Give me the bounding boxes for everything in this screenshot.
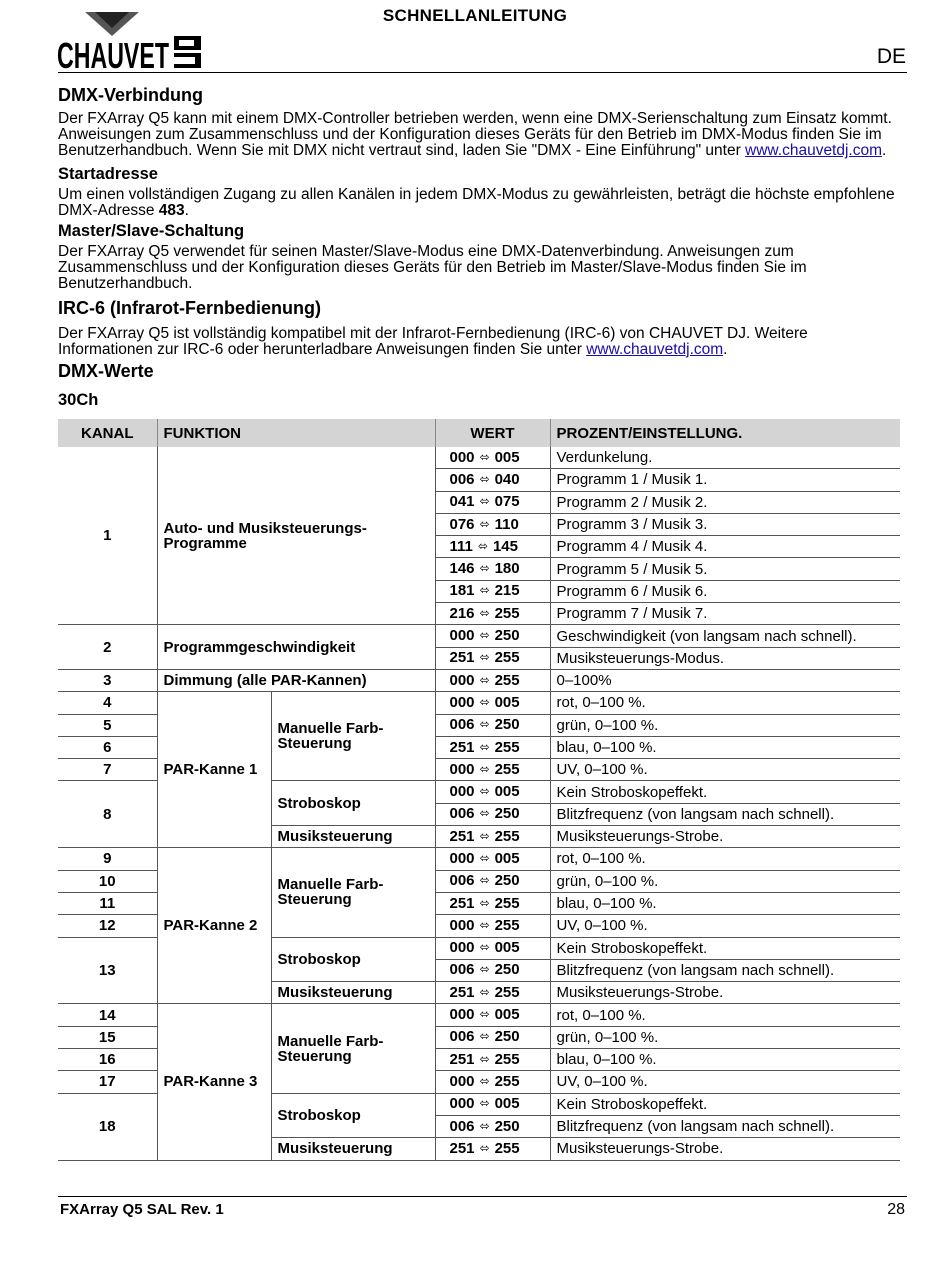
value-range xyxy=(435,848,550,870)
chauvet-dj-logo xyxy=(57,10,203,76)
setting: grün, 0–100 %. xyxy=(550,1026,900,1048)
text-span: Um einen vollständigen Zugang zu allen Kanälen in jedem DMX-Modus zu gewährleisten, beträgt die höchste empfohlene DMX-Adresse xyxy=(58,185,895,219)
header-kanal: KANAL xyxy=(58,419,157,447)
value-range xyxy=(435,536,550,558)
channel-number: 18 xyxy=(58,1093,157,1160)
header-divider xyxy=(58,72,907,73)
range-from: 181 xyxy=(449,582,475,600)
value-range xyxy=(435,736,550,758)
range-from: 041 xyxy=(449,493,475,511)
range-to: 250 xyxy=(494,716,520,734)
table-header-row xyxy=(58,419,900,447)
text-span: Der FXArray Q5 kann mit einem DMX-Controller betrieben werden, wenn eine DMX-Serienschaltung zum Einsatz kommt. Anweisungen zum Zusammenschluss und der Konfiguration dieses Geräts für den Betrieb im DMX-Modus finden Sie im Benutzerhandbuch. Wenn Sie mit DMX nicht vertraut sind, laden Sie "DMX - Eine Einführung" unter xyxy=(58,110,892,160)
range-from: 000 xyxy=(449,627,475,645)
range-from: 000 xyxy=(449,448,475,466)
value-range xyxy=(435,491,550,513)
value-range xyxy=(435,870,550,892)
range-from: 000 xyxy=(449,1006,475,1024)
range-to: 255 xyxy=(494,1072,520,1090)
range-arrow-icon: ⬄ xyxy=(479,850,490,865)
range-from: 006 xyxy=(449,470,475,488)
section-title: DMX-Verbindung xyxy=(58,85,203,105)
value-range xyxy=(435,781,550,803)
setting: Verdunkelung. xyxy=(550,447,900,469)
value-range xyxy=(435,714,550,736)
value-range xyxy=(435,959,550,981)
header-wert: WERT xyxy=(435,419,550,447)
sub-function: Stroboskop xyxy=(271,781,435,826)
range-from: 251 xyxy=(449,649,475,667)
value-range xyxy=(435,469,550,491)
range-from: 251 xyxy=(449,894,475,912)
table-row xyxy=(58,1004,900,1026)
setting: grün, 0–100 %. xyxy=(550,870,900,892)
content xyxy=(58,84,904,411)
section-text: Der FXArray Q5 verwendet für seinen Master/Slave-Modus eine DMX-Datenverbindung. Anweisungen zum Zusammenschluss und der Konfiguration dieses Geräts für den Betrieb im Master/Slave-Modus finden Sie im Benutzerhandbuch. xyxy=(58,243,807,293)
range-arrow-icon: ⬄ xyxy=(479,873,490,888)
channel-number: 10 xyxy=(58,870,157,892)
range-arrow-icon: ⬄ xyxy=(479,761,490,776)
range-arrow-icon: ⬄ xyxy=(479,583,490,598)
setting: Blitzfrequenz (von langsam nach schnell). xyxy=(550,1115,900,1137)
value-range xyxy=(435,1026,550,1048)
header-funktion: FUNKTION xyxy=(157,419,435,447)
section-title: Startadresse xyxy=(58,164,158,183)
range-to: 255 xyxy=(494,604,520,622)
range-from: 000 xyxy=(449,1095,475,1113)
range-to: 250 xyxy=(494,1028,520,1046)
language-code: DE xyxy=(876,45,906,68)
setting: Geschwindigkeit (von langsam nach schnell). xyxy=(550,625,900,647)
range-from: 000 xyxy=(449,693,475,711)
setting: UV, 0–100 %. xyxy=(550,915,900,937)
setting: Kein Stroboskopeffekt. xyxy=(550,937,900,959)
range-arrow-icon: ⬄ xyxy=(479,962,490,977)
range-arrow-icon: ⬄ xyxy=(479,984,490,999)
range-from: 000 xyxy=(449,939,475,957)
value-range xyxy=(435,759,550,781)
text-span: . xyxy=(723,340,728,358)
range-to: 180 xyxy=(494,560,520,578)
value-range xyxy=(435,1004,550,1026)
range-to: 110 xyxy=(494,515,519,533)
range-arrow-icon: ⬄ xyxy=(479,672,490,687)
sub-function: Musiksteuerung xyxy=(271,982,435,1004)
range-arrow-icon: ⬄ xyxy=(477,538,488,553)
sub-function: Manuelle Farb-Steuerung xyxy=(271,848,435,937)
range-to: 255 xyxy=(494,649,520,667)
range-from: 000 xyxy=(449,916,475,934)
setting: Musiksteuerungs-Strobe. xyxy=(550,826,900,848)
range-arrow-icon: ⬄ xyxy=(479,940,490,955)
range-to: 255 xyxy=(494,671,520,689)
setting: Blitzfrequenz (von langsam nach schnell). xyxy=(550,803,900,825)
channel-number: 6 xyxy=(58,736,157,758)
setting: Musiksteuerungs-Strobe. xyxy=(550,982,900,1004)
footer-divider xyxy=(58,1196,907,1197)
sub-function: Stroboskop xyxy=(271,937,435,982)
table-body xyxy=(58,447,900,1160)
range-from: 076 xyxy=(449,515,475,533)
setting: blau, 0–100 %. xyxy=(550,1049,900,1071)
channel-number: 17 xyxy=(58,1071,157,1093)
section-text xyxy=(58,187,904,219)
sub-function: Musiksteuerung xyxy=(271,1138,435,1160)
range-to: 255 xyxy=(494,1139,520,1157)
range-arrow-icon: ⬄ xyxy=(479,471,490,486)
value-range xyxy=(435,826,550,848)
range-arrow-icon: ⬄ xyxy=(479,1118,490,1133)
range-arrow-icon: ⬄ xyxy=(479,516,490,531)
range-arrow-icon: ⬄ xyxy=(479,628,490,643)
setting: Programm 6 / Musik 6. xyxy=(550,580,900,602)
range-from: 251 xyxy=(449,738,475,756)
setting: Programm 2 / Musik 2. xyxy=(550,491,900,513)
range-arrow-icon: ⬄ xyxy=(479,650,490,665)
range-from: 000 xyxy=(449,1072,475,1090)
value-range xyxy=(435,803,550,825)
range-to: 255 xyxy=(494,827,520,845)
value-range xyxy=(435,1071,550,1093)
range-from: 006 xyxy=(449,872,475,890)
range-to: 005 xyxy=(494,939,520,957)
channel-number: 4 xyxy=(58,692,157,714)
value-range xyxy=(435,1049,550,1071)
range-to: 250 xyxy=(494,872,520,890)
section-title: Master/Slave-Schaltung xyxy=(58,222,245,241)
dmx-values-table xyxy=(58,419,900,1161)
value-range xyxy=(435,692,550,714)
value-range xyxy=(435,982,550,1004)
table-row xyxy=(58,669,900,691)
range-to: 250 xyxy=(494,627,520,645)
range-from: 000 xyxy=(449,760,475,778)
setting: rot, 0–100 %. xyxy=(550,1004,900,1026)
range-to: 005 xyxy=(494,448,520,466)
value-range xyxy=(435,892,550,914)
text-span: . xyxy=(882,142,887,160)
document-title: SCHNELLANLEITUNG xyxy=(382,6,568,25)
value-range xyxy=(435,1115,550,1137)
range-from: 006 xyxy=(449,1028,475,1046)
table-row xyxy=(58,848,900,870)
setting: grün, 0–100 %. xyxy=(550,714,900,736)
channel-number: 11 xyxy=(58,892,157,914)
value-range xyxy=(435,669,550,691)
range-arrow-icon: ⬄ xyxy=(479,605,490,620)
range-to: 005 xyxy=(494,783,520,801)
channel-function: Auto- und Musiksteuerungs-Programme xyxy=(157,447,435,625)
channel-number: 5 xyxy=(58,714,157,736)
sub-function: Manuelle Farb-Steuerung xyxy=(271,692,435,781)
range-from: 006 xyxy=(449,716,475,734)
range-arrow-icon: ⬄ xyxy=(479,561,490,576)
range-from: 000 xyxy=(449,783,475,801)
svg-text:CHAUVET: CHAUVET xyxy=(57,35,169,76)
setting: UV, 0–100 %. xyxy=(550,1071,900,1093)
range-arrow-icon: ⬄ xyxy=(479,1007,490,1022)
range-to: 040 xyxy=(494,470,520,488)
setting: Programm 5 / Musik 5. xyxy=(550,558,900,580)
header-prozent: PROZENT/EINSTELLUNG. xyxy=(550,419,900,447)
setting: UV, 0–100 %. xyxy=(550,759,900,781)
section-text xyxy=(58,326,904,358)
range-to: 255 xyxy=(494,1050,520,1068)
section-title: DMX-Werte xyxy=(58,361,154,382)
channel-number: 14 xyxy=(58,1004,157,1026)
channel-number: 7 xyxy=(58,759,157,781)
range-from: 216 xyxy=(449,604,475,622)
setting: rot, 0–100 %. xyxy=(550,848,900,870)
table-row xyxy=(58,625,900,647)
range-arrow-icon: ⬄ xyxy=(479,1029,490,1044)
setting: Programm 7 / Musik 7. xyxy=(550,603,900,625)
max-address: 483 xyxy=(158,201,185,219)
value-range xyxy=(435,447,550,469)
range-from: 251 xyxy=(449,983,475,1001)
range-to: 005 xyxy=(494,693,520,711)
value-range xyxy=(435,1093,550,1115)
range-to: 005 xyxy=(494,1006,520,1024)
sub-function: Manuelle Farb-Steuerung xyxy=(271,1004,435,1093)
range-from: 000 xyxy=(449,849,475,867)
value-range xyxy=(435,603,550,625)
section-dmx-values xyxy=(58,360,904,411)
range-to: 250 xyxy=(494,1117,520,1135)
range-from: 006 xyxy=(449,1117,475,1135)
range-arrow-icon: ⬄ xyxy=(479,739,490,754)
section-start-address xyxy=(58,164,904,219)
value-range xyxy=(435,647,550,669)
setting: blau, 0–100 %. xyxy=(550,736,900,758)
setting: Blitzfrequenz (von langsam nach schnell). xyxy=(550,959,900,981)
section-text xyxy=(58,111,904,160)
range-to: 255 xyxy=(494,916,520,934)
channel-number: 8 xyxy=(58,781,157,848)
range-arrow-icon: ⬄ xyxy=(479,828,490,843)
range-arrow-icon: ⬄ xyxy=(479,917,490,932)
range-arrow-icon: ⬄ xyxy=(479,494,490,509)
setting: rot, 0–100 %. xyxy=(550,692,900,714)
channel-number: 3 xyxy=(58,669,157,691)
section-dmx-connection xyxy=(58,84,904,160)
setting: blau, 0–100 %. xyxy=(550,892,900,914)
value-range xyxy=(435,1138,550,1160)
channel-function: Dimmung (alle PAR-Kannen) xyxy=(157,669,435,691)
section-irc6 xyxy=(58,297,904,358)
channel-number: 16 xyxy=(58,1049,157,1071)
setting: Musiksteuerungs-Strobe. xyxy=(550,1138,900,1160)
range-from: 006 xyxy=(449,961,475,979)
setting: Musiksteuerungs-Modus. xyxy=(550,647,900,669)
channel-number: 9 xyxy=(58,848,157,870)
range-arrow-icon: ⬄ xyxy=(479,1051,490,1066)
range-to: 255 xyxy=(494,894,520,912)
range-to: 075 xyxy=(494,493,520,511)
channel-number: 13 xyxy=(58,937,157,1004)
text-span: . xyxy=(184,201,189,219)
setting: Kein Stroboskopeffekt. xyxy=(550,781,900,803)
range-arrow-icon: ⬄ xyxy=(479,1096,490,1111)
range-from: 000 xyxy=(449,671,475,689)
range-from: 006 xyxy=(449,805,475,823)
range-arrow-icon: ⬄ xyxy=(479,1140,490,1155)
section-title: IRC-6 (Infrarot-Fernbedienung) xyxy=(58,297,321,318)
section-subtitle: 30Ch xyxy=(58,391,99,410)
range-to: 255 xyxy=(494,760,520,778)
range-from: 251 xyxy=(449,1050,475,1068)
value-range xyxy=(435,558,550,580)
range-from: 251 xyxy=(449,827,475,845)
channel-number: 2 xyxy=(58,625,157,670)
range-arrow-icon: ⬄ xyxy=(479,717,490,732)
range-to: 250 xyxy=(494,961,520,979)
range-to: 255 xyxy=(494,983,520,1001)
range-arrow-icon: ⬄ xyxy=(479,1073,490,1088)
sub-function: Musiksteuerung xyxy=(271,826,435,848)
text-span: Der FXArray Q5 ist vollständig kompatibel mit der Infrarot-Fernbedienung (IRC-6) von CHAUVET DJ. Weitere Informationen zur IRC-6 oder herunterladbare Anweisungen finden Sie unter xyxy=(58,324,808,358)
channel-number: 12 xyxy=(58,915,157,937)
value-range xyxy=(435,937,550,959)
setting: 0–100% xyxy=(550,669,900,691)
range-arrow-icon: ⬄ xyxy=(479,784,490,799)
par-group-name: PAR-Kanne 2 xyxy=(157,848,271,1004)
range-to: 250 xyxy=(494,805,520,823)
table-row xyxy=(58,447,900,469)
range-to: 215 xyxy=(494,582,520,600)
setting: Programm 4 / Musik 4. xyxy=(550,536,900,558)
range-arrow-icon: ⬄ xyxy=(479,449,490,464)
chauvetdj-link[interactable]: www.chauvetdj.com xyxy=(586,340,724,358)
range-to: 005 xyxy=(494,849,520,867)
setting: Kein Stroboskopeffekt. xyxy=(550,1093,900,1115)
value-range xyxy=(435,915,550,937)
setting: Programm 3 / Musik 3. xyxy=(550,513,900,535)
table-row xyxy=(58,692,900,714)
channel-function: Programmgeschwindigkeit xyxy=(157,625,435,670)
range-from: 111 xyxy=(449,537,473,555)
range-arrow-icon: ⬄ xyxy=(479,694,490,709)
par-group-name: PAR-Kanne 3 xyxy=(157,1004,271,1160)
channel-number: 1 xyxy=(58,447,157,625)
chauvetdj-link[interactable]: www.chauvetdj.com xyxy=(745,142,883,160)
range-to: 005 xyxy=(494,1095,520,1113)
value-range xyxy=(435,580,550,602)
value-range xyxy=(435,625,550,647)
range-arrow-icon: ⬄ xyxy=(479,895,490,910)
range-arrow-icon: ⬄ xyxy=(479,806,490,821)
par-group-name: PAR-Kanne 1 xyxy=(157,692,271,848)
page-number: 28 xyxy=(887,1201,905,1218)
range-to: 145 xyxy=(492,537,518,555)
channel-number: 15 xyxy=(58,1026,157,1048)
range-from: 251 xyxy=(449,1139,475,1157)
range-from: 146 xyxy=(449,560,475,578)
setting: Programm 1 / Musik 1. xyxy=(550,469,900,491)
value-range xyxy=(435,513,550,535)
sub-function: Stroboskop xyxy=(271,1093,435,1138)
footer-doc-name: FXArray Q5 SAL Rev. 1 xyxy=(60,1201,224,1218)
section-master-slave xyxy=(58,221,904,293)
range-to: 255 xyxy=(494,738,520,756)
